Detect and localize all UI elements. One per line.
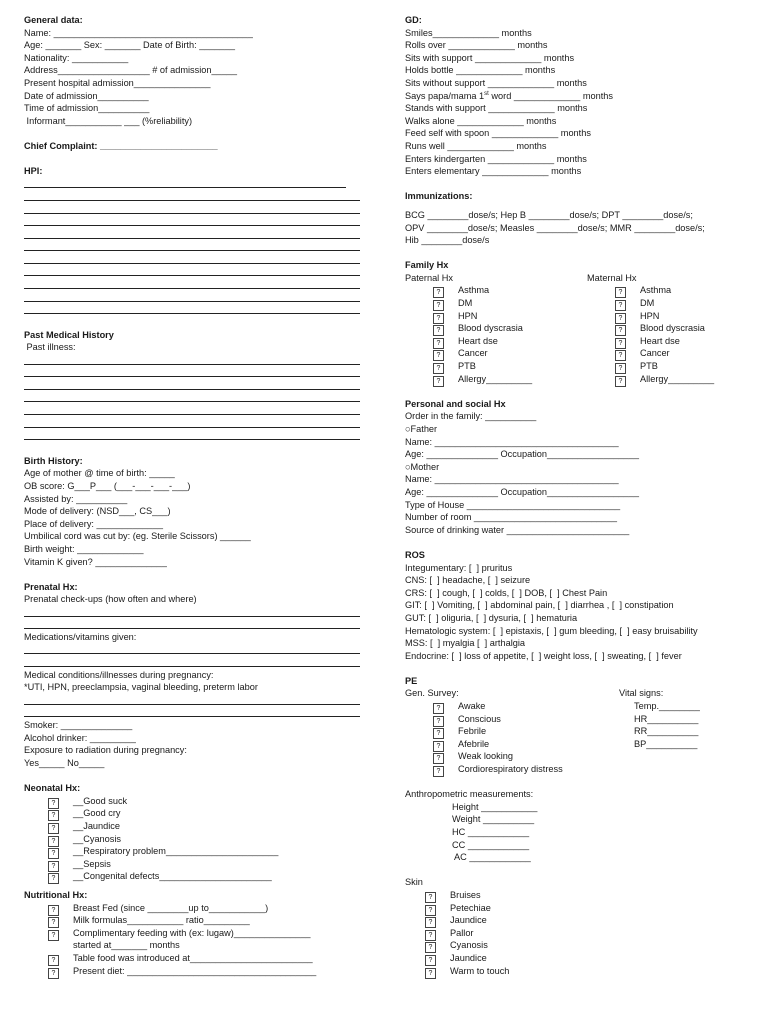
skin-heading: Skin xyxy=(405,877,423,888)
past-illness-line[interactable] xyxy=(24,417,354,430)
spacer xyxy=(24,316,354,329)
skin-item-label: Bruises xyxy=(450,889,481,900)
hc-field[interactable]: HC ____________ xyxy=(452,827,530,837)
ros-line[interactable]: CNS: [ ] headache, [ ] seizure xyxy=(405,575,531,586)
checkbox[interactable]: ? xyxy=(615,363,626,374)
survey-item xyxy=(405,750,619,763)
past-illness-line[interactable] xyxy=(24,379,354,392)
nutritional-item-label: Complimentary feeding with (ex: lugaw)_______________ xyxy=(73,927,311,938)
nutritional-heading: Nutritional Hx: xyxy=(24,889,88,900)
name-field[interactable]: Name: _______________________________________ xyxy=(24,27,253,38)
pe-survey-vitals xyxy=(405,687,745,775)
prenatal-heading: Prenatal Hx: xyxy=(24,581,78,592)
mother-label: ○Mother xyxy=(405,461,440,472)
checkbox[interactable]: ? xyxy=(433,741,444,752)
paternal-item-label: PTB xyxy=(458,361,476,372)
nutritional-item-label: Table food was introduced at________________________ xyxy=(73,952,313,963)
gd-milestone[interactable]: Holds bottle _____________ months xyxy=(405,65,556,76)
checkbox[interactable]: ? xyxy=(425,930,436,941)
skin-item-label: Pallor xyxy=(450,927,474,938)
neonatal-item-label: __Good cry xyxy=(73,808,121,819)
chief-complaint-field[interactable]: Chief Complaint: _______________________ xyxy=(24,140,218,151)
paternal-item xyxy=(405,360,587,373)
neonatal-item xyxy=(24,807,354,820)
hpi-line[interactable] xyxy=(24,228,354,241)
conditions-line[interactable] xyxy=(24,694,354,707)
checkbox[interactable]: ? xyxy=(433,363,444,374)
age-sex-dob-field[interactable]: Age: _______ Sex: _______ Date of Birth: _______ xyxy=(24,40,235,51)
checkbox[interactable]: ? xyxy=(433,728,444,739)
gd-milestone[interactable]: Sits without support _____________ months xyxy=(405,77,587,88)
maternal-heading: Maternal Hx xyxy=(587,272,637,283)
maternal-column xyxy=(587,272,737,385)
gen-survey-heading: Gen. Survey: xyxy=(405,688,459,699)
maternal-item xyxy=(587,297,737,310)
maternal-item-label: DM xyxy=(640,298,655,309)
nutritional-item-label: Breast Fed (since ________up to___________) xyxy=(73,902,269,913)
neonatal-item xyxy=(24,845,354,858)
date-admission-field[interactable]: Date of admission__________ xyxy=(24,90,149,101)
first-word-blank: word _____________ months xyxy=(488,90,613,101)
skin-item xyxy=(405,965,745,978)
prenatal-checkups-label: Prenatal check-ups (how often and where) xyxy=(24,594,197,605)
neonatal-item xyxy=(24,833,354,846)
survey-item xyxy=(405,713,619,726)
vitamin-k-field[interactable]: Vitamin K given? ______________ xyxy=(24,556,167,567)
skin-item xyxy=(405,952,745,965)
radiation-label: Exposure to radiation during pregnancy: xyxy=(24,745,187,756)
survey-item-label: Afebrile xyxy=(458,738,490,749)
nutritional-item xyxy=(24,927,354,940)
paternal-column xyxy=(405,272,587,385)
maternal-item-label: PTB xyxy=(640,361,658,372)
medications-line[interactable] xyxy=(24,656,354,669)
survey-item-label: Conscious xyxy=(458,713,501,724)
immunizations-heading: Immunizations: xyxy=(405,191,473,202)
paternal-item xyxy=(405,322,587,335)
prenatal-checkups-line[interactable] xyxy=(24,606,354,619)
gd-milestone[interactable]: Enters kindergarten _____________ months xyxy=(405,153,587,164)
medications-line[interactable] xyxy=(24,644,354,657)
survey-item xyxy=(405,700,619,713)
nutritional-item xyxy=(24,914,354,927)
neonatal-item-label: __Congenital defects______________________ xyxy=(73,871,272,882)
nutritional-item xyxy=(24,902,354,915)
conditions-label: Medical conditions/illnesses during pregnancy: xyxy=(24,669,214,680)
ros-line[interactable]: CRS: [ ] cough, [ ] colds, [ ] DOB, [ ] Chest Pain xyxy=(405,587,608,598)
address-field[interactable]: Address__________________ # of admission_____ xyxy=(24,65,238,76)
survey-item-label: Weak looking xyxy=(458,751,513,762)
gd-milestone-first-word[interactable] xyxy=(405,90,745,103)
spacer xyxy=(405,385,745,398)
neonatal-item xyxy=(24,795,354,808)
checkbox[interactable]: ? xyxy=(425,917,436,928)
checkbox[interactable]: ? xyxy=(48,810,59,821)
maternal-item-label: Cancer xyxy=(640,348,670,359)
checkbox[interactable]: ? xyxy=(48,861,59,872)
checkbox[interactable]: ? xyxy=(48,955,59,966)
past-illness-line[interactable] xyxy=(24,392,354,405)
checkbox[interactable]: ? xyxy=(48,873,59,884)
checkbox[interactable]: ? xyxy=(615,350,626,361)
present-admission-field[interactable]: Present hospital admission_______________ xyxy=(24,77,211,88)
room-count-field[interactable]: Number of room ____________________________ xyxy=(405,512,617,523)
neonatal-item xyxy=(24,820,354,833)
ordinal-suffix: st xyxy=(484,90,489,97)
ros-line[interactable]: GIT: [ ] Vomiting, [ ] abdominal pain, [ ] diarrhea , [ ] constipation xyxy=(405,600,674,611)
father-label: ○Father xyxy=(405,424,438,434)
checkbox[interactable]: ? xyxy=(433,313,444,324)
gd-milestone[interactable]: Rolls over _____________ months xyxy=(405,40,548,51)
spacer xyxy=(405,776,745,789)
gd-milestone[interactable]: Runs well _____________ months xyxy=(405,140,547,151)
paternal-item-label: Cancer xyxy=(458,348,488,359)
maternal-item xyxy=(587,373,737,386)
skin-item-label: Jaundice xyxy=(450,915,487,926)
nutritional-item-label: Present diet: _____________________________________ xyxy=(73,965,317,976)
maternal-item-label: Blood dyscrasia xyxy=(640,323,705,334)
spacer xyxy=(24,770,354,783)
checkbox[interactable]: ? xyxy=(433,325,444,336)
started-at-field[interactable]: started at_______ months xyxy=(73,940,180,951)
height-field[interactable]: Height ___________ xyxy=(452,801,538,812)
skin-item-label: Petechiae xyxy=(450,902,491,913)
spacer xyxy=(24,127,354,140)
ob-score-field[interactable]: OB score: G___P___ (___-___-___-___) xyxy=(24,480,191,491)
hpi-line[interactable] xyxy=(24,178,354,191)
neonatal-item-label: __Cyanosis xyxy=(73,833,122,844)
checkbox[interactable]: ? xyxy=(425,968,436,979)
time-admission-field[interactable]: Time of admission__________ xyxy=(24,103,150,114)
skin-item xyxy=(405,914,745,927)
assisted-by-field[interactable]: Assisted by: __________ xyxy=(24,493,128,504)
checkbox[interactable]: ? xyxy=(48,798,59,809)
paternal-item xyxy=(405,335,587,348)
survey-item xyxy=(405,725,619,738)
immunization-line[interactable]: OPV ________dose/s; Measles ________dose/s; MMR ________dose/s; xyxy=(405,222,705,233)
pe-heading: PE xyxy=(405,675,418,686)
hpi-line[interactable] xyxy=(24,216,354,229)
weight-field[interactable]: Weight __________ xyxy=(452,814,535,825)
vital-signs-column xyxy=(619,687,739,775)
maternal-item xyxy=(587,322,737,335)
past-illness-label: Past illness: xyxy=(24,342,76,353)
father-age-occupation-field[interactable]: Age: ______________ Occupation__________________ xyxy=(405,449,639,460)
social-hx-heading: Personal and social Hx xyxy=(405,398,506,409)
past-illness-line[interactable] xyxy=(24,404,354,417)
informant-field[interactable]: Informant___________ ___ (%reliability) xyxy=(24,115,193,126)
maternal-item-label: Heart dse xyxy=(640,335,680,346)
checkbox[interactable]: ? xyxy=(615,313,626,324)
family-hx-heading: Family Hx xyxy=(405,260,449,271)
survey-item xyxy=(405,738,619,751)
neonatal-item xyxy=(24,858,354,871)
birth-history-heading: Birth History: xyxy=(24,455,83,466)
skin-item-label: Jaundice xyxy=(450,952,487,963)
neonatal-item-label: __Sepsis xyxy=(73,858,111,869)
vital-signs-heading: Vital signs: xyxy=(619,688,664,699)
paternal-item-label: Heart dse xyxy=(458,335,498,346)
past-illness-line[interactable] xyxy=(24,430,354,443)
skin-item xyxy=(405,927,745,940)
spacer xyxy=(24,153,354,166)
checkbox[interactable]: ? xyxy=(433,703,444,714)
gd-milestone[interactable]: Enters elementary _____________ months xyxy=(405,166,582,177)
survey-item xyxy=(405,763,619,776)
pmh-heading: Past Medical History xyxy=(24,329,114,340)
birth-weight-field[interactable]: Birth weight: _____________ xyxy=(24,543,144,554)
ros-heading: ROS xyxy=(405,549,425,560)
gd-milestone[interactable]: Walks alone _____________ months xyxy=(405,115,557,126)
gd-heading: GD: xyxy=(405,15,422,25)
hpi-line[interactable] xyxy=(24,190,354,203)
neonatal-item-label: __Jaundice xyxy=(73,821,120,831)
gen-survey-column xyxy=(405,687,619,775)
temp-field[interactable]: Temp.________ xyxy=(634,701,700,712)
mother-age-field[interactable]: Age of mother @ time of birth: _____ xyxy=(24,468,175,479)
checkbox[interactable]: ? xyxy=(48,905,59,916)
checkbox[interactable]: ? xyxy=(615,338,626,349)
neonatal-item-label: __Respiratory problem______________________ xyxy=(73,846,279,857)
paternal-heading: Paternal Hx xyxy=(405,272,454,283)
nationality-field[interactable]: Nationality: ___________ xyxy=(24,52,129,63)
hpi-line[interactable] xyxy=(24,241,354,254)
ros-line[interactable]: MSS: [ ] myalgia [ ] arthalgia xyxy=(405,638,525,649)
checkbox[interactable]: ? xyxy=(48,930,59,941)
neonatal-item-label: __Good suck xyxy=(73,795,128,806)
checkbox[interactable]: ? xyxy=(433,376,444,387)
skin-item xyxy=(405,902,745,915)
immunization-line[interactable]: BCG ________dose/s; Hep B ________dose/s; DPT ________dose/s; xyxy=(405,209,693,220)
checkbox[interactable]: ? xyxy=(48,848,59,859)
nutritional-item xyxy=(24,952,354,965)
ros-line[interactable]: Integumentary: [ ] pruritus xyxy=(405,562,513,573)
paternal-item-label: Allergy_________ xyxy=(458,373,533,384)
survey-item-label: Cordiorespiratory distress xyxy=(458,764,563,775)
checkbox[interactable]: ? xyxy=(48,917,59,928)
spacer xyxy=(405,536,745,549)
left-column xyxy=(24,14,354,977)
maternal-item xyxy=(587,347,737,360)
checkbox[interactable]: ? xyxy=(433,716,444,727)
conditions-examples: *UTI, HPN, preeclampsia, vaginal bleeding, preterm labor xyxy=(24,682,258,693)
smoker-field[interactable]: Smoker: ______________ xyxy=(24,720,133,731)
medications-label: Medications/vitamins given: xyxy=(24,632,137,643)
paternal-item-label: Asthma xyxy=(458,285,490,296)
prenatal-checkups-line[interactable] xyxy=(24,619,354,632)
hpi-line[interactable] xyxy=(24,278,354,291)
maternal-item xyxy=(587,310,737,323)
paternal-item xyxy=(405,284,587,297)
checkbox[interactable]: ? xyxy=(48,968,59,979)
rr-field[interactable]: RR__________ xyxy=(634,726,699,737)
gd-milestone[interactable]: Sits with support _____________ months xyxy=(405,52,575,63)
maternal-item xyxy=(587,335,737,348)
neonatal-heading: Neonatal Hx: xyxy=(24,783,81,794)
skin-item xyxy=(405,939,745,952)
family-order-field[interactable]: Order in the family: __________ xyxy=(405,411,537,422)
paternal-item xyxy=(405,297,587,310)
nutritional-item xyxy=(24,965,354,978)
skin-item-label: Warm to touch xyxy=(450,965,510,976)
delivery-place-field[interactable]: Place of delivery: _____________ xyxy=(24,518,163,529)
skin-item-label: Cyanosis xyxy=(450,940,488,951)
hr-field[interactable]: HR__________ xyxy=(634,713,699,724)
hpi-line[interactable] xyxy=(24,291,354,304)
spacer xyxy=(24,568,354,581)
checkbox[interactable]: ? xyxy=(433,338,444,349)
gd-milestone[interactable]: Smiles_____________ months xyxy=(405,27,532,38)
ac-field[interactable]: AC ____________ xyxy=(452,852,531,863)
checkbox[interactable]: ? xyxy=(615,300,626,311)
right-column xyxy=(405,14,745,977)
checkbox[interactable]: ? xyxy=(433,300,444,311)
paternal-item xyxy=(405,373,587,386)
skin-item xyxy=(405,889,745,902)
general-data-heading: General data: xyxy=(24,15,83,25)
mother-name-field[interactable]: Name: ____________________________________ xyxy=(405,474,619,485)
maternal-item-label: Allergy_________ xyxy=(640,373,715,384)
paternal-item-label: Blood dyscrasia xyxy=(458,323,523,334)
drinking-water-field[interactable]: Source of drinking water ________________________ xyxy=(405,524,630,535)
gd-milestone[interactable]: Stands with support _____________ months xyxy=(405,103,588,114)
ros-line[interactable]: Endocrine: [ ] loss of appetite, [ ] weight loss, [ ] sweating, [ ] fever xyxy=(405,650,682,661)
family-hx-table xyxy=(405,272,745,385)
maternal-item xyxy=(587,284,737,297)
past-illness-line[interactable] xyxy=(24,367,354,380)
maternal-item xyxy=(587,360,737,373)
checkbox[interactable]: ? xyxy=(615,325,626,336)
delivery-mode-field[interactable]: Mode of delivery: (NSD___, CS___) xyxy=(24,506,171,517)
paternal-item xyxy=(405,310,587,323)
first-word-label: Says papa/mama 1 xyxy=(405,90,485,101)
conditions-line[interactable] xyxy=(24,707,354,720)
mother-age-occupation-field[interactable]: Age: ______________ Occupation__________________ xyxy=(405,486,639,497)
neonatal-item xyxy=(24,870,354,883)
checkbox[interactable]: ? xyxy=(425,955,436,966)
hpi-heading: HPI: xyxy=(24,166,43,177)
checkbox[interactable]: ? xyxy=(615,376,626,387)
paternal-item-label: DM xyxy=(458,298,473,309)
hpi-line[interactable] xyxy=(24,203,354,216)
umbilical-cord-field[interactable]: Umbilical cord was cut by: (eg. Sterile Scissors) ______ xyxy=(24,531,251,542)
checkbox[interactable]: ? xyxy=(48,836,59,847)
immunization-line[interactable]: Hib ________dose/s xyxy=(405,235,490,246)
hpi-line[interactable] xyxy=(24,266,354,279)
spacer xyxy=(405,178,745,191)
spacer xyxy=(24,442,354,455)
spacer xyxy=(405,247,745,260)
checkbox[interactable]: ? xyxy=(425,892,436,903)
checkbox[interactable]: ? xyxy=(48,823,59,834)
paternal-item-label: HPN xyxy=(458,310,478,321)
past-illness-line[interactable] xyxy=(24,354,354,367)
house-type-field[interactable]: Type of House ______________________________ xyxy=(405,499,621,510)
spacer xyxy=(405,864,745,877)
hpi-line[interactable] xyxy=(24,304,354,317)
anthropometric-heading: Anthropometric measurements: xyxy=(405,789,534,800)
radiation-yes-no-field[interactable]: Yes_____ No_____ xyxy=(24,758,105,769)
checkbox[interactable]: ? xyxy=(425,905,436,916)
maternal-item-label: HPN xyxy=(640,310,660,321)
spacer xyxy=(405,662,745,675)
father-name-field[interactable]: Name: ____________________________________ xyxy=(405,436,619,447)
ros-line[interactable]: Hematologic system: [ ] epistaxis, [ ] gum bleeding, [ ] easy bruisability xyxy=(405,625,698,636)
alcohol-field[interactable]: Alcohol drinker: _________ xyxy=(24,732,136,743)
checkbox[interactable]: ? xyxy=(433,753,444,764)
gd-milestone[interactable]: Feed self with spoon _____________ months xyxy=(405,128,591,139)
checkbox[interactable]: ? xyxy=(433,766,444,777)
checkbox[interactable]: ? xyxy=(433,287,444,298)
maternal-item-label: Asthma xyxy=(640,285,672,296)
checkbox[interactable]: ? xyxy=(615,287,626,298)
survey-item-label: Febrile xyxy=(458,726,487,737)
cc-field[interactable]: CC ____________ xyxy=(452,839,530,850)
ros-line[interactable]: GUT: [ ] oliguria, [ ] dysuria, [ ] hematuria xyxy=(405,612,578,623)
paternal-item xyxy=(405,347,587,360)
checkbox[interactable]: ? xyxy=(433,350,444,361)
nutritional-item-label: Milk formulas___________ ratio_________ xyxy=(73,915,250,926)
survey-item-label: Awake xyxy=(458,701,486,712)
hpi-line[interactable] xyxy=(24,253,354,266)
bp-field[interactable]: BP__________ xyxy=(634,738,698,749)
checkbox[interactable]: ? xyxy=(425,942,436,953)
